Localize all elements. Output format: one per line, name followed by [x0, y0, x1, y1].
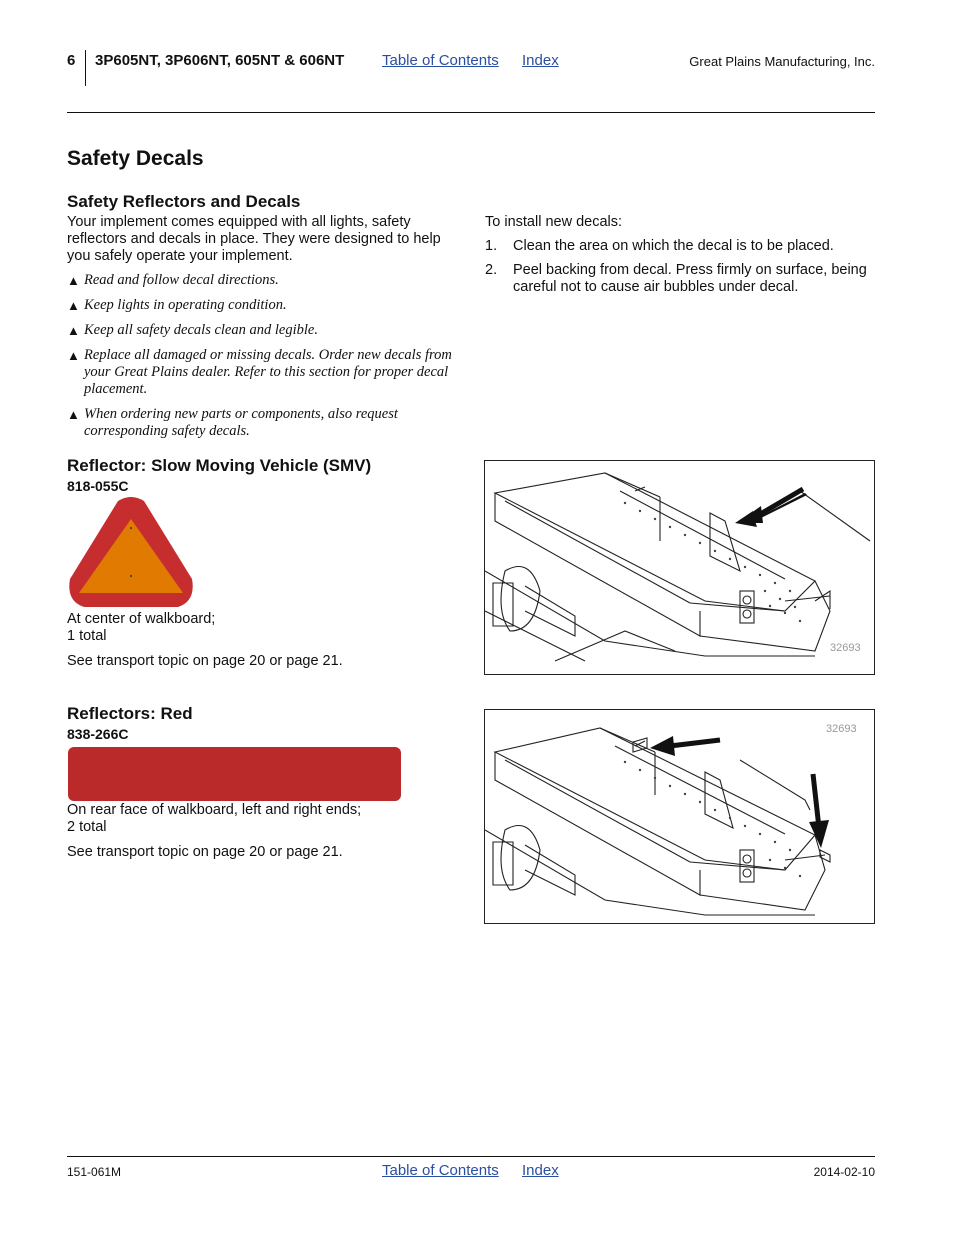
red-reflectors-heading: Reflectors: Red — [67, 704, 193, 723]
footer-doc-code: 151-061M — [67, 1165, 122, 1179]
reflectors-decals-heading: Safety Reflectors and Decals — [67, 192, 301, 211]
figure-number: 32693 — [830, 642, 861, 654]
header-index-link[interactable]: Index — [522, 52, 559, 69]
smv-location-line1: At center of walkboard; — [67, 611, 216, 627]
install-step: 1. Clean the area on which the decal is to be placed. — [485, 238, 834, 254]
header-toc-link[interactable]: Table of Contents — [382, 52, 499, 69]
warning-triangle-icon: ▲ — [67, 407, 80, 422]
header-company: Great Plains Manufacturing, Inc. — [689, 54, 875, 69]
smv-heading: Reflector: Slow Moving Vehicle (SMV) — [67, 456, 372, 475]
warning-triangle-icon: ▲ — [67, 348, 80, 363]
red-part-number: 838-266C — [67, 726, 129, 742]
bullet-item: ▲ When ordering new parts or components, also request corresponding safety decals. — [67, 406, 398, 439]
footer-date: 2014-02-10 — [813, 1165, 875, 1179]
figure-number: 32693 — [826, 723, 857, 735]
safety-bullets — [67, 272, 457, 448]
walkboard-illustration — [485, 461, 874, 674]
red-see-transport: See transport topic on page 20 or page 21. — [67, 844, 343, 860]
smv-part-number: 818-055C — [67, 478, 129, 494]
section-title: Safety Decals — [67, 147, 204, 170]
install-step: 2. Peel backing from decal. Press firmly on surface, being careful not to cause air bubbles under decal. — [485, 262, 867, 295]
red-location-line1: On rear face of walkboard, left and right ends; — [67, 802, 362, 818]
install-intro: To install new decals: — [485, 214, 623, 230]
red-reflector-swatch — [68, 747, 401, 801]
bullet-item: ▲ Keep lights in operating condition. — [67, 297, 287, 313]
header-rule — [67, 112, 875, 113]
red-location-line2: 2 total — [67, 819, 107, 835]
footer-index-link[interactable]: Index — [522, 1162, 559, 1179]
install-steps — [485, 238, 875, 303]
bullet-item: ▲ Read and follow decal directions. — [67, 272, 279, 288]
smv-emblem-icon — [66, 497, 196, 609]
header-divider — [85, 50, 86, 86]
warning-triangle-icon: ▲ — [67, 273, 80, 288]
footer-toc-link[interactable]: Table of Contents — [382, 1162, 499, 1179]
bullet-item: ▲ Keep all safety decals clean and legible. — [67, 322, 318, 338]
smv-location-line2: 1 total — [67, 628, 107, 644]
arrow-pointer-icon — [813, 774, 819, 828]
smv-see-transport: See transport topic on page 20 or page 21. — [67, 653, 343, 669]
warning-triangle-icon: ▲ — [67, 298, 80, 313]
header-models: 3P605NT, 3P606NT, 605NT & 606NT — [95, 52, 345, 69]
warning-triangle-icon: ▲ — [67, 323, 80, 338]
arrow-pointer-icon — [670, 740, 720, 746]
reflectors-intro: Your implement comes equipped with all lights, safety reflectors and decals in place. They were designed to help you safely operate your implement. — [67, 214, 441, 264]
red-location-figure — [484, 709, 875, 924]
walkboard-illustration — [485, 710, 874, 923]
smv-location-figure — [484, 460, 875, 675]
page-number: 6 — [67, 52, 76, 69]
bullet-item: ▲ Replace all damaged or missing decals. Order new decals from your Great Plains dealer. Refer to this section for proper decal placement. — [67, 347, 452, 397]
footer-rule — [67, 1156, 875, 1157]
